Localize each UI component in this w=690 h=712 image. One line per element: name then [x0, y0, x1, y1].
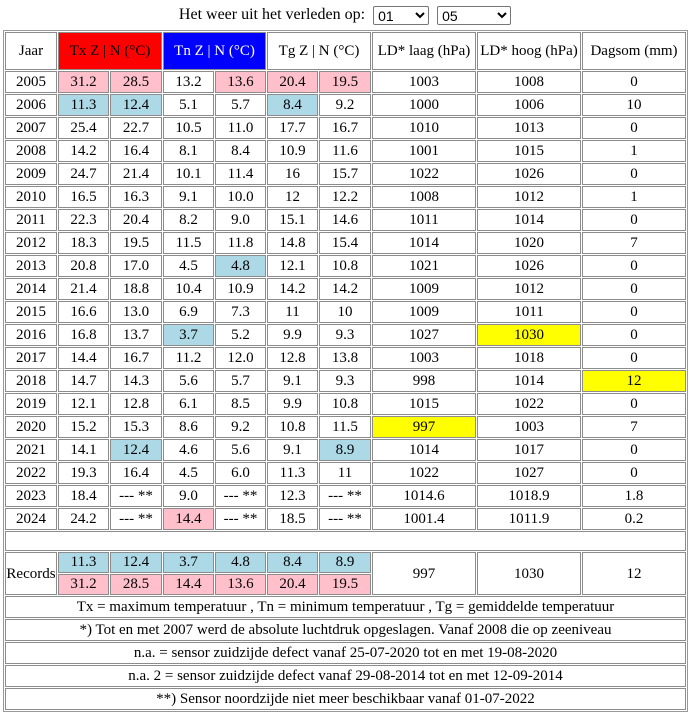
cell-tx-n: 17.0	[110, 255, 162, 277]
cell-tg-z: 9.9	[267, 324, 318, 346]
note-row	[5, 642, 686, 664]
day-select[interactable]	[373, 6, 429, 25]
cell-tn-n: 5.6	[215, 439, 266, 461]
year-cell: 2019	[5, 393, 57, 415]
cell-tx-z: 22.3	[58, 209, 109, 231]
cell-tn-n: 6.0	[215, 462, 266, 484]
cell-tx-z: 15.2	[58, 416, 109, 438]
cell-tg-z: 16	[267, 163, 318, 185]
cell-tg-z: 18.5	[267, 508, 318, 530]
cell-tn-n: 9.0	[215, 209, 266, 231]
cell-tn-n: 12.0	[215, 347, 266, 369]
cell-tn-n: 13.6	[215, 71, 266, 93]
cell-ld-low: 1001.4	[372, 508, 476, 530]
year-cell: 2016	[5, 324, 57, 346]
cell-ld-low: 1009	[372, 301, 476, 323]
cell-tg-z: 10.9	[267, 140, 318, 162]
cell-tg-n: 19.5	[319, 71, 371, 93]
cell-tg-z: 15.1	[267, 209, 318, 231]
table-row	[5, 94, 686, 116]
cell-rain: 0	[582, 439, 686, 461]
cell-tx-n: 12.4	[110, 94, 162, 116]
cell-tg-n: 10.8	[319, 255, 371, 277]
cell-tn-n: 10.9	[215, 278, 266, 300]
cell-tx-n: 12.8	[110, 393, 162, 415]
year-cell: 2011	[5, 209, 57, 231]
table-row	[5, 255, 686, 277]
cell-tn-z: 9.1	[163, 186, 214, 208]
cell-ld-high: 1011.9	[477, 508, 581, 530]
cell-tx-z: 18.4	[58, 485, 109, 507]
spacer-row	[5, 531, 686, 551]
cell-tx-z: 20.8	[58, 255, 109, 277]
cell-tg-n: 15.4	[319, 232, 371, 254]
note-sensor-2020: n.a. = sensor zuidzijde defect vanaf 25-07-2020 tot en met 19-08-2020	[5, 642, 686, 664]
cell-rain: 0	[582, 324, 686, 346]
cell-tn-n: 5.7	[215, 370, 266, 392]
record-low-tg-z: 8.4	[267, 552, 318, 573]
col-tx: Tx Z | N (°C)	[58, 32, 162, 70]
cell-tx-n: 16.3	[110, 186, 162, 208]
cell-tg-n: --- **	[319, 485, 371, 507]
cell-rain: 0	[582, 393, 686, 415]
cell-tg-z: 12.3	[267, 485, 318, 507]
cell-tg-z: 12.8	[267, 347, 318, 369]
cell-tg-n: 14.6	[319, 209, 371, 231]
cell-tn-n: 7.3	[215, 301, 266, 323]
cell-tx-z: 18.3	[58, 232, 109, 254]
cell-rain: 0.2	[582, 508, 686, 530]
cell-ld-high: 1013	[477, 117, 581, 139]
cell-tx-n: 28.5	[110, 71, 162, 93]
records-label: Records	[5, 552, 57, 595]
cell-ld-low: 1000	[372, 94, 476, 116]
records-row-low	[5, 552, 686, 573]
cell-tg-n: 9.3	[319, 324, 371, 346]
cell-ld-low: 1011	[372, 209, 476, 231]
year-cell: 2015	[5, 301, 57, 323]
cell-ld-high: 1006	[477, 94, 581, 116]
cell-ld-high: 1014	[477, 370, 581, 392]
table-row	[5, 140, 686, 162]
cell-tx-z: 14.1	[58, 439, 109, 461]
cell-tg-n: 10.8	[319, 393, 371, 415]
cell-rain: 0	[582, 117, 686, 139]
col-tg: Tg Z | N (°C)	[267, 32, 371, 70]
table-row	[5, 508, 686, 530]
record-high-tx-n: 28.5	[110, 574, 162, 595]
cell-ld-low: 1014	[372, 439, 476, 461]
cell-tx-z: 12.1	[58, 393, 109, 415]
cell-tg-z: 8.4	[267, 94, 318, 116]
cell-tg-n: 13.8	[319, 347, 371, 369]
table-row	[5, 485, 686, 507]
cell-ld-low: 1021	[372, 255, 476, 277]
cell-tn-z: 6.9	[163, 301, 214, 323]
cell-rain: 12	[582, 370, 686, 392]
cell-rain: 10	[582, 94, 686, 116]
cell-tg-z: 14.2	[267, 278, 318, 300]
record-low-tx-n: 12.4	[110, 552, 162, 573]
cell-rain: 1	[582, 140, 686, 162]
table-row	[5, 163, 686, 185]
cell-tx-n: 16.4	[110, 462, 162, 484]
cell-tn-z: 11.2	[163, 347, 214, 369]
cell-tg-z: 17.7	[267, 117, 318, 139]
cell-ld-high: 1011	[477, 301, 581, 323]
date-selector-bar	[0, 0, 690, 30]
record-high-tg-n: 19.5	[319, 574, 371, 595]
cell-rain: 1	[582, 186, 686, 208]
table-row	[5, 301, 686, 323]
cell-tg-z: 12	[267, 186, 318, 208]
year-cell: 2022	[5, 462, 57, 484]
cell-tx-z: 16.6	[58, 301, 109, 323]
record-low-tg-n: 8.9	[319, 552, 371, 573]
table-row	[5, 117, 686, 139]
cell-tg-n: 10	[319, 301, 371, 323]
cell-tx-n: 21.4	[110, 163, 162, 185]
month-select[interactable]	[437, 6, 511, 25]
cell-tn-n: 9.2	[215, 416, 266, 438]
cell-tn-n: 4.8	[215, 255, 266, 277]
cell-ld-low: 1008	[372, 186, 476, 208]
year-cell: 2021	[5, 439, 57, 461]
cell-tx-z: 14.7	[58, 370, 109, 392]
table-row	[5, 324, 686, 346]
note-pressure: *) Tot en met 2007 werd de absolute luchtdruk opgeslagen. Vanaf 2008 die op zeeniveau	[5, 619, 686, 641]
cell-ld-high: 1027	[477, 462, 581, 484]
cell-tn-n: 5.7	[215, 94, 266, 116]
cell-ld-low: 1003	[372, 71, 476, 93]
cell-tn-z: 10.4	[163, 278, 214, 300]
cell-tx-z: 16.8	[58, 324, 109, 346]
cell-ld-low: 1010	[372, 117, 476, 139]
cell-tg-z: 9.1	[267, 439, 318, 461]
cell-tg-z: 11.3	[267, 462, 318, 484]
cell-tg-n: 15.7	[319, 163, 371, 185]
year-cell: 2009	[5, 163, 57, 185]
cell-tn-z: 6.1	[163, 393, 214, 415]
table-row	[5, 462, 686, 484]
table-row	[5, 278, 686, 300]
cell-ld-low: 1003	[372, 347, 476, 369]
cell-rain: 0	[582, 209, 686, 231]
cell-ld-low: 997	[372, 416, 476, 438]
table-row	[5, 347, 686, 369]
cell-ld-low: 1022	[372, 163, 476, 185]
cell-tx-z: 21.4	[58, 278, 109, 300]
cell-tn-z: 8.1	[163, 140, 214, 162]
year-cell: 2018	[5, 370, 57, 392]
cell-tx-z: 14.2	[58, 140, 109, 162]
note-row	[5, 665, 686, 687]
cell-ld-low: 1001	[372, 140, 476, 162]
record-high-tx-z: 31.2	[58, 574, 109, 595]
record-low-tn-z: 3.7	[163, 552, 214, 573]
table-row	[5, 186, 686, 208]
cell-tn-z: 8.6	[163, 416, 214, 438]
record-low-tx-z: 11.3	[58, 552, 109, 573]
record-rain: 12	[582, 552, 686, 595]
table-row	[5, 232, 686, 254]
cell-rain: 0	[582, 301, 686, 323]
col-year: Jaar	[5, 32, 57, 70]
cell-tx-z: 31.2	[58, 71, 109, 93]
note-row	[5, 619, 686, 641]
year-cell: 2010	[5, 186, 57, 208]
cell-tn-n: 11.4	[215, 163, 266, 185]
cell-ld-low: 1009	[372, 278, 476, 300]
cell-ld-high: 1018.9	[477, 485, 581, 507]
cell-tn-z: 9.0	[163, 485, 214, 507]
cell-ld-high: 1030	[477, 324, 581, 346]
cell-tx-z: 24.2	[58, 508, 109, 530]
year-cell: 2012	[5, 232, 57, 254]
cell-ld-high: 1014	[477, 209, 581, 231]
record-high-tn-z: 14.4	[163, 574, 214, 595]
note-row	[5, 688, 686, 710]
cell-ld-high: 1015	[477, 140, 581, 162]
cell-tg-n: --- **	[319, 508, 371, 530]
cell-tx-n: 16.4	[110, 140, 162, 162]
cell-tg-z: 14.8	[267, 232, 318, 254]
table-row	[5, 370, 686, 392]
cell-ld-high: 1008	[477, 71, 581, 93]
date-selector-label: Het weer uit het verleden op:	[178, 6, 366, 23]
cell-tx-n: 20.4	[110, 209, 162, 231]
cell-rain: 0	[582, 278, 686, 300]
cell-rain: 0	[582, 347, 686, 369]
cell-tn-n: 5.2	[215, 324, 266, 346]
cell-rain: 0	[582, 163, 686, 185]
spacer-cell	[5, 531, 686, 551]
cell-tx-z: 19.3	[58, 462, 109, 484]
cell-tg-n: 14.2	[319, 278, 371, 300]
cell-rain: 0	[582, 71, 686, 93]
cell-tn-n: 10.0	[215, 186, 266, 208]
table-row	[5, 209, 686, 231]
cell-tn-z: 13.2	[163, 71, 214, 93]
cell-ld-high: 1003	[477, 416, 581, 438]
cell-tn-z: 10.1	[163, 163, 214, 185]
cell-tx-n: 16.7	[110, 347, 162, 369]
cell-tx-n: 22.7	[110, 117, 162, 139]
cell-tx-n: 15.3	[110, 416, 162, 438]
cell-rain: 1.8	[582, 485, 686, 507]
cell-rain: 7	[582, 232, 686, 254]
cell-ld-high: 1020	[477, 232, 581, 254]
cell-tx-n: --- **	[110, 508, 162, 530]
cell-tn-z: 8.2	[163, 209, 214, 231]
cell-tx-n: 13.7	[110, 324, 162, 346]
cell-tg-z: 12.1	[267, 255, 318, 277]
cell-ld-high: 1012	[477, 186, 581, 208]
cell-tn-z: 4.5	[163, 255, 214, 277]
cell-rain: 0	[582, 462, 686, 484]
cell-tn-n: 11.0	[215, 117, 266, 139]
cell-tg-n: 16.7	[319, 117, 371, 139]
year-cell: 2024	[5, 508, 57, 530]
year-cell: 2007	[5, 117, 57, 139]
year-cell: 2008	[5, 140, 57, 162]
cell-tx-n: 12.4	[110, 439, 162, 461]
note-sensor-north: **) Sensor noordzijde niet meer beschikbaar vanaf 01-07-2022	[5, 688, 686, 710]
note-row	[5, 596, 686, 618]
cell-tg-z: 10.8	[267, 416, 318, 438]
record-ld-low: 997	[372, 552, 476, 595]
col-ld-high: LD* hoog (hPa)	[477, 32, 581, 70]
cell-tg-n: 9.3	[319, 370, 371, 392]
cell-tg-z: 11	[267, 301, 318, 323]
cell-tx-n: 14.3	[110, 370, 162, 392]
record-low-tn-n: 4.8	[215, 552, 266, 573]
cell-ld-low: 998	[372, 370, 476, 392]
col-ld-low: LD* laag (hPa)	[372, 32, 476, 70]
cell-tg-n: 9.2	[319, 94, 371, 116]
cell-tx-n: 19.5	[110, 232, 162, 254]
cell-ld-high: 1026	[477, 255, 581, 277]
cell-tx-z: 25.4	[58, 117, 109, 139]
cell-ld-high: 1018	[477, 347, 581, 369]
cell-tx-n: 13.0	[110, 301, 162, 323]
cell-tn-z: 3.7	[163, 324, 214, 346]
year-cell: 2020	[5, 416, 57, 438]
cell-tg-n: 11	[319, 462, 371, 484]
cell-tn-z: 11.5	[163, 232, 214, 254]
record-ld-high: 1030	[477, 552, 581, 595]
cell-tg-n: 12.2	[319, 186, 371, 208]
cell-tn-z: 4.6	[163, 439, 214, 461]
col-tn: Tn Z | N (°C)	[163, 32, 266, 70]
cell-tg-z: 9.1	[267, 370, 318, 392]
note-sensor-2014: n.a. 2 = sensor zuidzijde defect vanaf 29-08-2014 tot en met 12-09-2014	[5, 665, 686, 687]
year-cell: 2013	[5, 255, 57, 277]
cell-tg-z: 20.4	[267, 71, 318, 93]
weather-history-table	[3, 30, 688, 712]
cell-ld-low: 1015	[372, 393, 476, 415]
cell-tn-z: 14.4	[163, 508, 214, 530]
year-cell: 2006	[5, 94, 57, 116]
table-row	[5, 393, 686, 415]
record-high-tg-z: 20.4	[267, 574, 318, 595]
cell-tx-z: 16.5	[58, 186, 109, 208]
cell-tn-z: 5.6	[163, 370, 214, 392]
header-row	[5, 32, 686, 70]
cell-tn-z: 5.1	[163, 94, 214, 116]
cell-rain: 0	[582, 255, 686, 277]
cell-tx-z: 14.4	[58, 347, 109, 369]
cell-ld-low: 1014.6	[372, 485, 476, 507]
cell-tg-n: 11.6	[319, 140, 371, 162]
cell-tg-z: 9.9	[267, 393, 318, 415]
cell-ld-low: 1022	[372, 462, 476, 484]
cell-ld-high: 1017	[477, 439, 581, 461]
cell-ld-low: 1027	[372, 324, 476, 346]
cell-tn-z: 10.5	[163, 117, 214, 139]
cell-tx-n: 18.8	[110, 278, 162, 300]
table-row	[5, 439, 686, 461]
note-legend: Tx = maximum temperatuur , Tn = minimum temperatuur , Tg = gemiddelde temperatuur	[5, 596, 686, 618]
cell-tn-n: 8.5	[215, 393, 266, 415]
year-cell: 2014	[5, 278, 57, 300]
cell-tn-z: 4.5	[163, 462, 214, 484]
cell-ld-high: 1022	[477, 393, 581, 415]
table-row	[5, 416, 686, 438]
table-row	[5, 71, 686, 93]
cell-tn-n: --- **	[215, 485, 266, 507]
cell-tx-z: 24.7	[58, 163, 109, 185]
col-rain: Dagsom (mm)	[582, 32, 686, 70]
cell-ld-low: 1014	[372, 232, 476, 254]
year-rows	[5, 71, 686, 530]
cell-ld-high: 1026	[477, 163, 581, 185]
cell-ld-high: 1012	[477, 278, 581, 300]
cell-rain: 7	[582, 416, 686, 438]
record-high-tn-n: 13.6	[215, 574, 266, 595]
cell-tn-n: --- **	[215, 508, 266, 530]
cell-tg-n: 8.9	[319, 439, 371, 461]
cell-tx-z: 11.3	[58, 94, 109, 116]
year-cell: 2023	[5, 485, 57, 507]
year-cell: 2017	[5, 347, 57, 369]
year-cell: 2005	[5, 71, 57, 93]
cell-tn-n: 8.4	[215, 140, 266, 162]
cell-tn-n: 11.8	[215, 232, 266, 254]
cell-tx-n: --- **	[110, 485, 162, 507]
cell-tg-n: 11.5	[319, 416, 371, 438]
